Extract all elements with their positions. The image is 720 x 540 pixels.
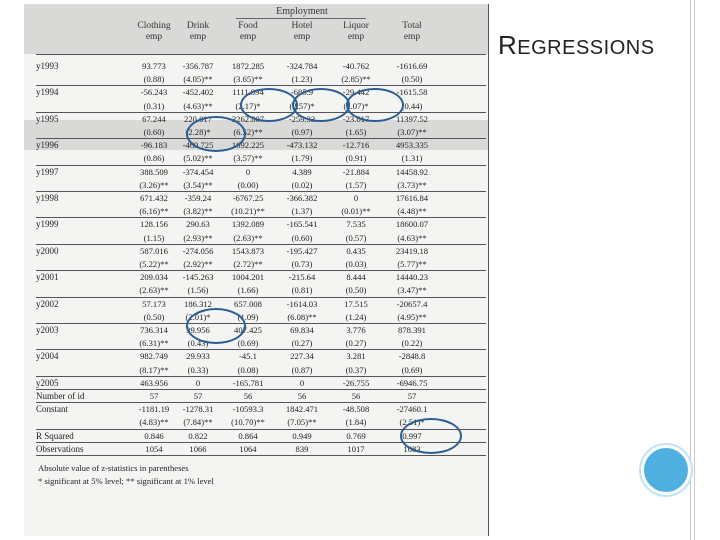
z-stat-cell: (0.02) [291,179,313,190]
number-of-id-cell: 56 [297,391,307,401]
coefficient-cell: 0 [299,377,305,388]
column-header-line1: Liquor [343,21,369,31]
coefficient-cell: 67.244 [142,113,166,124]
z-stat-cell: (0.50) [143,311,165,322]
z-stat-cell: (5.22)** [139,259,169,269]
coefficient-cell: -359.24 [184,193,212,203]
coefficient-cell: 17.515 [344,298,368,309]
z-stat-cell: (0.60) [143,127,165,137]
coefficient-cell: 736.314 [140,325,168,335]
z-stat-cell: (2.17)* [235,100,261,111]
row-label: y2005 [36,377,59,388]
coefficient-cell: -1616.69 [396,61,428,71]
header-rule [36,54,486,55]
coefficient-cell: 39.956 [186,325,210,335]
slide-border-line-inner [694,0,695,540]
blue-circle-decoration-icon [641,445,691,495]
z-stat-cell: (6.52)** [233,127,263,137]
coefficient-cell: 587.016 [140,245,168,256]
table-rule [36,217,486,218]
coefficient-cell: 388.509 [140,166,168,177]
z-stat-cell: (3.07)** [397,127,427,137]
coefficient-cell: -1615.58 [396,87,428,98]
row-label: Observations [36,443,84,454]
table-rule [36,165,486,166]
coefficient-cell: 3.281 [346,351,366,362]
table-rule [36,389,486,390]
coefficient-cell: 1392.089 [231,219,265,230]
z-stat-cell: (0.97) [291,127,313,137]
table-rule [36,270,486,271]
coefficient-cell: -145.263 [182,272,214,283]
z-stat-cell: (6.31)** [139,338,169,349]
column-header-line1: Hotel [291,21,313,31]
coefficient-cell: -259.33 [288,113,316,124]
coefficient-cell: -23.617 [342,113,370,124]
coefficient-cell: 290.63 [186,219,210,230]
coefficient-cell: 227.34 [290,351,314,362]
table-rule [36,244,486,245]
column-header-line2: emp [189,32,207,42]
title-initial: R [498,30,518,60]
z-stat-cell: (2.57)* [289,100,315,111]
z-stat-cell: (4.48)** [397,206,427,217]
column-header [274,21,330,43]
z-stat-cell: (0.08) [237,364,259,375]
coefficient-cell: -324.784 [286,61,318,71]
footnote-zstat: Absolute value of z-statistics in parentheses [38,463,189,473]
z-stat-cell: (0.73) [291,259,313,269]
coefficient-cell: 1842.471 [285,404,319,415]
coefficient-cell: -469.725 [182,140,214,151]
slide-title [498,30,655,61]
z-stat-cell: (0.22) [401,338,423,349]
z-stat-cell: (1.31) [401,153,423,164]
coefficient-cell: 657.008 [234,298,262,309]
coefficient-cell: -10593.3 [232,404,264,415]
z-stat-cell: (2.72)** [233,259,263,269]
slide-border-line [690,0,691,540]
coefficient-cell: 0 [195,377,201,388]
coefficient-cell: 3262.807 [231,113,265,124]
row-label: y2002 [36,298,59,309]
z-stat-cell: (1.37) [291,206,313,217]
z-stat-cell: (0.50) [401,74,423,85]
coefficient-cell: -6946.75 [396,377,428,388]
z-stat-cell: (1.23) [291,74,313,85]
z-stat-cell: (4.05)** [183,74,213,85]
r-squared-cell: 0.864 [238,430,258,441]
coefficient-cell: -356.787 [182,61,214,71]
table-rule [36,138,486,139]
coefficient-cell: -27460.1 [396,404,428,415]
z-stat-cell: (0.60) [291,232,313,243]
z-stat-cell: (3.47)** [397,285,427,296]
z-stat-cell: (2.07)* [343,100,369,111]
table-rule [36,323,486,324]
number-of-id-cell: 56 [243,391,253,401]
z-stat-cell: (0.00) [237,179,259,190]
coefficient-cell: 14458.92 [395,166,429,177]
coefficient-cell: 0 [353,193,359,203]
table-rule [36,455,486,456]
highlight-ring-food-y1994 [240,88,298,122]
coefficient-cell: -12.716 [342,140,370,151]
z-stat-cell: (2.93)** [183,232,213,243]
column-header-line2: emp [145,32,163,42]
coefficient-cell: -1181.19 [138,404,170,415]
coefficient-cell: -20657.4 [396,298,428,309]
highlight-ring-liquor-y1994 [346,88,404,122]
column-header-line2: emp [403,32,421,42]
coefficient-cell: 1872.285 [231,61,265,71]
table-rule [36,402,486,403]
r-squared-cell: 0.949 [292,430,312,441]
coefficient-cell: -374.454 [182,166,214,177]
coefficient-cell: -26.755 [342,377,370,388]
coefficient-cell: -195.427 [286,245,318,256]
z-stat-cell: (1.15) [143,232,165,243]
z-stat-cell: (0.69) [237,338,259,349]
z-stat-cell: (3.26)** [139,179,169,190]
z-stat-cell: (2.92)** [183,259,213,269]
z-stat-cell: (0.86) [143,153,165,164]
footnote-significance: * significant at 5% level; ** significant at 1% level [38,476,214,486]
highlight-ring-total-constant [400,418,462,454]
coefficient-cell: 57.173 [142,298,166,309]
z-stat-cell: (1.09) [237,311,259,322]
z-stat-cell: (4.95)** [397,311,427,322]
z-stat-cell: (10.70)** [231,417,265,428]
coefficient-cell: 0 [245,166,251,177]
coefficient-cell: 128.156 [140,219,168,230]
row-label: Number of id [36,391,85,401]
z-stat-cell: (0.27) [345,338,367,349]
row-label: y1993 [36,61,59,71]
z-stat-cell: (4.83)** [139,417,169,428]
z-stat-cell: (4.63)** [183,100,213,111]
z-stat-cell: (0.57) [345,232,367,243]
coefficient-cell: 671.432 [140,193,168,203]
coefficient-cell: 93.773 [142,61,166,71]
observations-cell: 1054 [145,443,163,454]
coefficient-cell: -165.781 [232,377,264,388]
observations-cell: 1066 [189,443,207,454]
table-rule [36,349,486,350]
z-stat-cell: (5.02)** [183,153,213,164]
z-stat-cell: (2.01)* [185,311,211,322]
row-label: y1998 [36,193,59,203]
coefficient-cell: -1278.31 [182,404,214,415]
coefficient-cell: -96.183 [140,140,168,151]
column-header [220,21,276,43]
z-stat-cell: (0.01)** [341,206,371,217]
r-squared-cell: 0.769 [346,430,366,441]
r-squared-cell: 0.997 [402,430,422,441]
coefficient-cell: 69.834 [290,325,314,335]
coefficient-cell: 1692.225 [231,140,265,151]
z-stat-cell: (0.33) [187,364,209,375]
coefficient-cell: -215.64 [288,272,316,283]
z-stat-cell: (1.79) [291,153,313,164]
coefficient-cell: 7.535 [346,219,366,230]
coefficient-cell: 0.435 [346,245,366,256]
number-of-id-cell: 57 [407,391,417,401]
z-stat-cell: (0.43) [187,338,209,349]
observations-cell: 1064 [239,443,257,454]
z-stat-cell: (2.63)** [139,285,169,296]
table-rule [36,191,486,192]
z-stat-cell: (0.91) [345,153,367,164]
coefficient-cell: 463.956 [140,377,168,388]
z-stat-cell: (3.65)** [233,74,263,85]
row-label: y2004 [36,351,59,362]
coefficient-cell: 14440.23 [395,272,429,283]
coefficient-cell: 209.034 [140,272,168,283]
coefficient-cell: -29.442 [342,87,370,98]
number-of-id-cell: 57 [149,391,159,401]
coefficient-cell: 1543.873 [231,245,265,256]
row-label: y1999 [36,219,59,230]
z-stat-cell: (0.44) [401,100,423,111]
coefficient-cell: -165.541 [286,219,318,230]
z-stat-cell: (0.87) [291,364,313,375]
z-stat-cell: (1.65) [345,127,367,137]
z-stat-cell: (1.66) [237,285,259,296]
coefficient-cell: -56.243 [140,87,168,98]
r-squared-cell: 0.846 [144,430,164,441]
coefficient-cell: 1004.201 [231,272,265,283]
z-stat-cell: (3.57)** [233,153,263,164]
z-stat-cell: (8.17)** [139,364,169,375]
coefficient-cell: 3.776 [346,325,366,335]
coefficient-cell: 8.444 [346,272,366,283]
coefficient-cell: -48.508 [342,404,370,415]
z-stat-cell: (0.31) [143,100,165,111]
coefficient-cell: 407.425 [234,325,262,335]
observations-cell: 1083 [403,443,421,454]
coefficient-cell: 17616.84 [395,193,429,203]
z-stat-cell: (1.84) [345,417,367,428]
row-label: y1994 [36,87,59,98]
z-stat-cell: (4.63)** [397,232,427,243]
z-stat-cell: (6.08)** [287,311,317,322]
z-stat-cell: (3.73)** [397,179,427,190]
z-stat-cell: (0.88) [143,74,165,85]
table-rule [36,297,486,298]
table-rule [36,376,486,377]
row-label: y1995 [36,113,59,124]
row-label: y2003 [36,325,59,335]
group-header: Employment [276,6,328,17]
coefficient-cell: 982.749 [140,351,168,362]
row-label: y1997 [36,166,59,177]
z-stat-cell: (2.63)** [233,232,263,243]
row-label: R Squared [36,430,74,441]
coefficient-cell: -274.056 [182,245,214,256]
z-stat-cell: (0.03) [345,259,367,269]
table-rule [36,85,486,86]
z-stat-cell: (1.24) [345,311,367,322]
coefficient-cell: -366.382 [286,193,318,203]
observations-cell: 1017 [347,443,365,454]
coefficient-cell: 1111.894 [232,87,264,98]
coefficient-cell: -2848.8 [398,351,426,362]
coefficient-cell: 186.312 [184,298,212,309]
column-header [384,21,440,43]
r-squared-cell: 0.822 [188,430,208,441]
z-stat-cell: (1.56) [187,285,209,296]
coefficient-cell: -45.1 [239,351,257,362]
z-stat-cell: (5.77)** [397,259,427,269]
number-of-id-cell: 57 [193,391,203,401]
z-stat-cell: (3.82)** [183,206,213,217]
z-stat-cell: (7.05)** [287,417,317,428]
z-stat-cell: (10.21)** [231,206,265,217]
coefficient-cell: -21.884 [342,166,370,177]
z-stat-cell: (2.51)* [399,417,425,428]
regression-table-scan [24,4,489,536]
z-stat-cell: (1.57) [345,179,367,190]
highlight-ring-drink-y1995 [186,116,246,152]
coefficient-cell: 23419.18 [395,245,429,256]
row-label: Constant [36,404,69,415]
z-stat-cell: (3.54)** [183,179,213,190]
column-header-line1: Clothing [137,21,171,31]
z-stat-cell: (0.69) [401,364,423,375]
row-label: y2000 [36,245,59,256]
column-header [328,21,384,43]
column-header-line2: emp [347,32,365,42]
column-header-line1: Food [238,21,258,31]
coefficient-cell: 878.391 [398,325,426,335]
coefficient-cell: -6767.25 [232,193,264,203]
coefficient-cell: -685.9 [290,87,314,98]
z-stat-cell: (0.27) [291,338,313,349]
row-label: y1996 [36,140,59,151]
coefficient-cell: -452.402 [182,87,214,98]
coefficient-cell: 220.017 [184,113,212,124]
row-label: y2001 [36,272,59,283]
z-stat-cell: (7.84)** [183,417,213,428]
coefficient-cell: 18600.07 [395,219,429,230]
z-stat-cell: (0.50) [345,285,367,296]
coefficient-cell: 11397.52 [396,113,428,124]
highlight-ring-drink-y2002 [186,308,246,344]
column-header-line2: emp [293,32,311,42]
group-header-rule [236,18,366,19]
column-header-line2: emp [239,32,257,42]
coefficient-cell: -1614.03 [286,298,318,309]
z-stat-cell: (2.85)** [341,74,371,85]
coefficient-cell: 4953.335 [395,140,429,151]
z-stat-cell: (0.37) [345,364,367,375]
column-header-line1: Total [402,21,422,31]
z-stat-cell: (2.28)* [185,127,211,137]
column-header [170,21,226,43]
coefficient-cell: 29.933 [186,351,210,362]
coefficient-cell: 4.389 [292,166,312,177]
number-of-id-cell: 56 [351,391,361,401]
column-header-line1: Drink [186,21,210,31]
highlight-ring-hotel-y1994 [292,88,350,122]
z-stat-cell: (0.81) [291,285,313,296]
observations-cell: 839 [295,443,309,454]
title-rest: EGRESSIONS [517,37,655,59]
coefficient-cell: -473.132 [286,140,318,151]
z-stat-cell: (6.16)** [139,206,169,217]
coefficient-cell: -40.762 [342,61,370,71]
